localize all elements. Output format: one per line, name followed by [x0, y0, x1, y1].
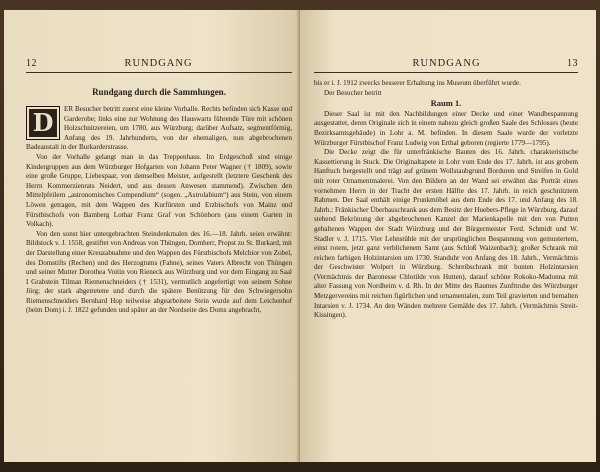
left-page — [4, 10, 300, 462]
paragraph: bis er i. J. 1912 zwecks besserer Erhaltung ins Museum überführt wurde. — [314, 79, 521, 87]
right-page-text — [314, 79, 578, 321]
paragraph: Von der Vorhalle gelangt man in das Treppenhaus. Im Erdgeschoß sind einige Kindergruppen aus dem Würzburger Hofgarten von Johann Peter Wagner († 1809), sowie eine große Gruppe, Liebespaar, von demselben Meister, aufgestellt (letztere Geschenk des Herrn Kommerzienrats Neidert, und aus dessen Anwesen stammend). Zwischen den Mittelpfeilern „astronomisches Compendium“ (sogen. „Astrolabium“) aus Stein, von einem Löwen getragen, mit dem Wappen des Kurfürsten und Erzbischofs von Mainz und Fürstbischofs von Bamberg Lothar Franz Graf von Schönborn (aus einem Garten in Volkach). — [26, 152, 292, 229]
right-page-number: 13 — [567, 58, 578, 69]
dropcap-ornament: D — [26, 106, 60, 140]
left-running-head — [26, 58, 292, 73]
paragraph: ER Besucher betritt zuerst eine kleine Vorhalle. Rechts befinden sich Kasse und Garderobe; links eine zur Wohnung des Hauswarts führende Türe mit schönen Holzschnitzereien, um 1780, aus Würzburg; darüber Aufsatz, segmentförmig, Anfang des 19. Jahrhunderts, von der ehemaligen, nun abgebrochenen Badeanstalt in der Burkarderstrasse. — [26, 105, 292, 152]
paragraph: Die Decke zeigt die für unterfränkische Bauten des 16. Jahrh. charakteristische Kassettierung in Stuck. Die Originaltapete in Lohr vom Ende des 17. Jahrh. ist aus grobem Hanftuch hergestellt und trägt auf grünem Wollstaubgrund Borduren und Streifen in Gold mit roter Ornamentmalerei. Von den Bildern an der Wand sei erwähnt das Porträt eines vornehmen Herrn in der Tracht der ersten Hälfte des 17. Jahrh. in reich geschnitztem Rahmen. Der Saal enthält einige Prunkmöbel aus dem Ende des 17. und Anfang des 18. Jahrh.: Fränkischer Überbauschrank aus dem Besitz der Huebers-Pflege in Würzburg, darauf stehend Bekrönung der abgebrochenen Kanzel der Marienkapelle mit den von Putten gehaltenen Wappen der Stadt Würzburg und der Bürgermeister Ferd. Schmidt und W. Stadler v. J. 1715. Vier Lehnstühle mit der ursprünglichen Bespannung von gemustertem, einst rotem, jetzt ganz verblichenem Samt (aus Schloß Waizenbach); großer Schrank mit reichen farbigen Holzintarsien um 1730. Standuhr von Anfang des 18. Jahrh., Vermächtnis der Geschwister Wolpert in Würzburg. Schreibschrank mit bunten Holzintarsien (Vermächtnis der Baronesse Chlotilde von Hutten), darauf schöne Rokoko-Madonna mit alter Fassung von Nordheim v. d. Rh. In der Mitte des Raumes Zunfttruhe des Würzburger Metzgervereins mit reichen figürlichen und ornamentalen, zum Teil gravierten und bemalten Intarsien v. J. 1734. An den Wänden mehrere Gemälde des 17. Jahrh. (Vermächtnis Streit-Kissingen). — [314, 148, 578, 320]
right-running-head — [314, 58, 578, 73]
paragraph: Dieser Saal ist mit den Nachbildungen einer Decke und einer Wandbespannung ausgestattet, deren Originale sich in einem nahezu gleich großen Saale des Schlosses (heute Bezirksamtsgebäude) in Lohr a. M. befinden. In diesem Saale wurde der vorletzte Würzburger Fürstbischof Franz Ludwig von Erthal geboren (regierte 1779—1795). — [314, 109, 578, 147]
section-title: Rundgang durch die Sammlungen. — [92, 87, 226, 97]
room-title: Raum 1. — [430, 98, 462, 109]
right-running-title: RUNDGANG — [412, 58, 481, 69]
left-page-text — [26, 105, 292, 316]
right-page — [300, 10, 596, 462]
left-running-title: RUNDGANG — [124, 58, 193, 69]
left-page-number: 12 — [26, 58, 37, 69]
paragraph: Der Besucher betritt — [324, 88, 382, 97]
paragraph: Von den sonst hier untergebrachten Steindenkmalen des 16.—18. Jahrh. seien erwähnt: Bildstock v. J. 1558, gestiftet von Andreas von Thüngen, Domherr, Propst zu St. Burkard, mit der Darstellung einer Kreuzabnahme und den Wappen des Fürstbischofs Melchior von Zobel, des Domstifts (Rechen) und des Herzogtums (Fahne), seines Vaters Albrecht von Thüngen und seiner Mutter Dorothea Voitin von Rieneck aus Würzburg und vor dem Eingang zu Saal I Grabstein Tilman Riemenschneiders († 1531), vermutlich angefertigt von seinem Sohne Jörg; der stark abgetretene und durch die spätere Benützung für den Schwiegersohn Riemenschneiders Bernhard Hop teilweise abgearbeitete Stein wurde auf dem Leichenhof (beim Dom) i. J. 1822 gefunden und später an der Nordseite des Doms angebracht, — [26, 229, 292, 315]
